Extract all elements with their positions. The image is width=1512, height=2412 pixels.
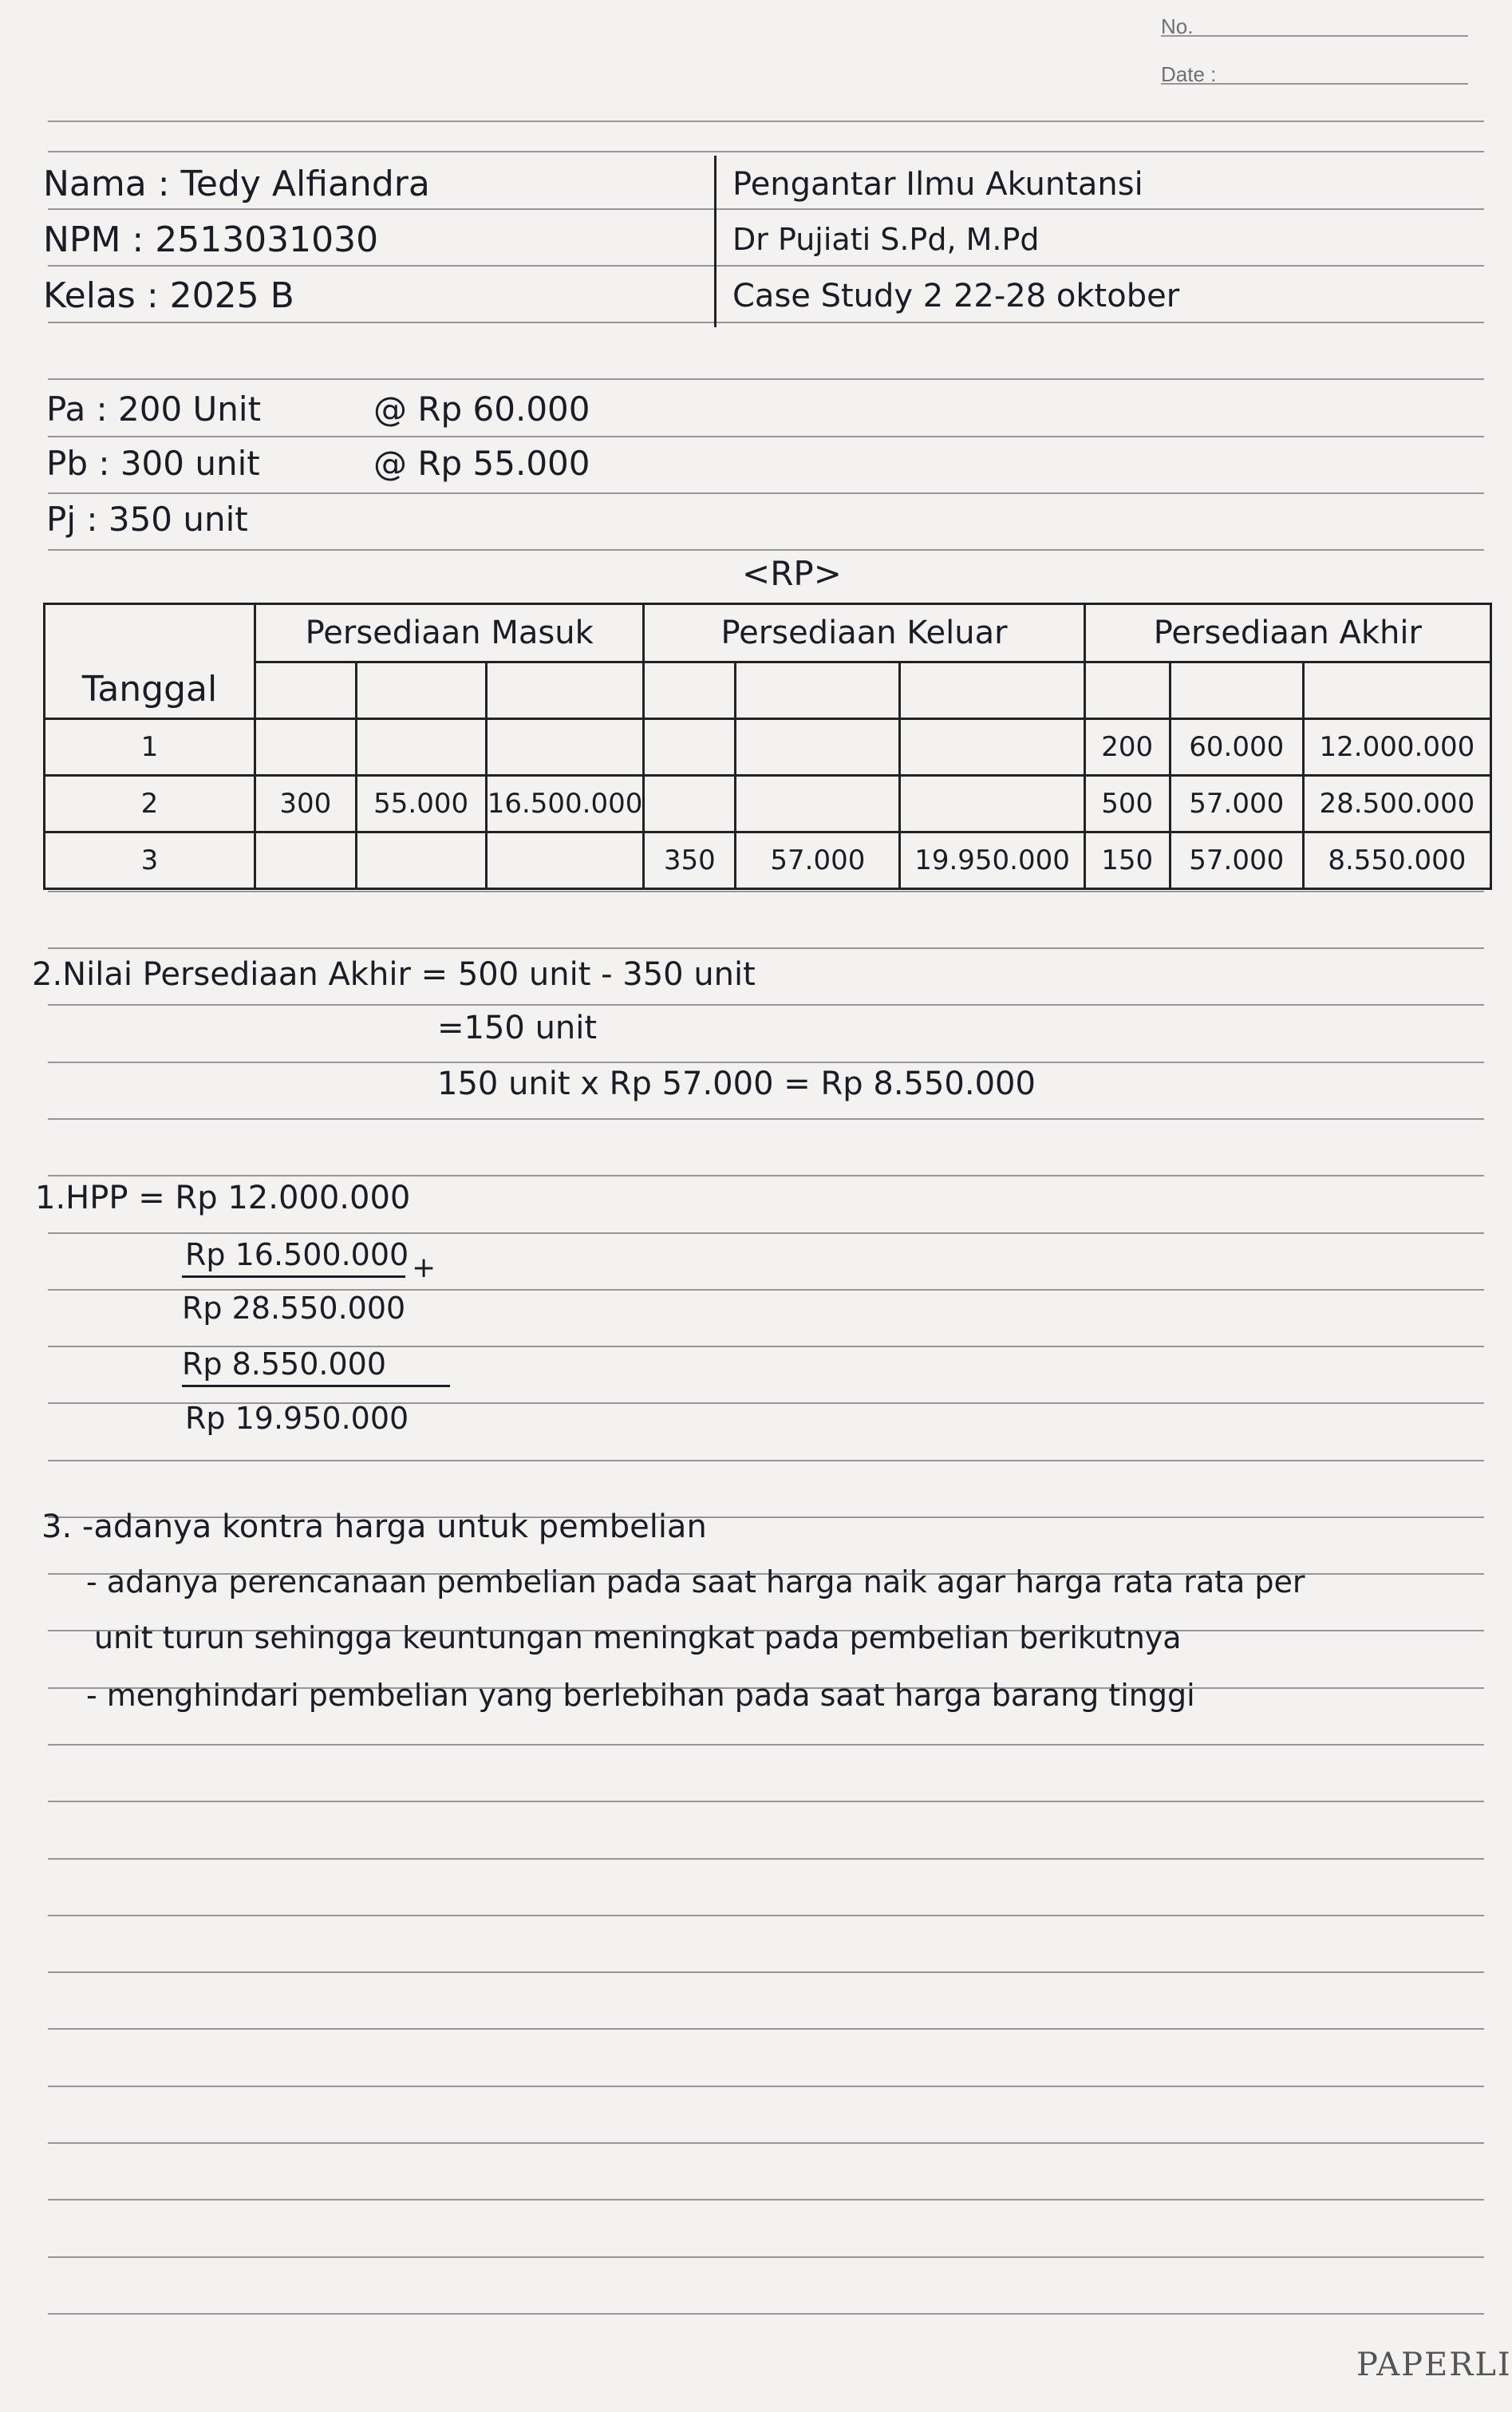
cell: 1 <box>45 719 255 776</box>
cell <box>900 776 1084 832</box>
answer2-line2: =150 unit <box>437 1010 598 1046</box>
inventory-table <box>43 603 1492 890</box>
student-name: Nama : Tedy Alfiandra <box>43 164 430 204</box>
cell: 57.000 <box>1170 832 1303 889</box>
given-pj: Pj : 350 unit <box>46 500 248 539</box>
cell: 19.950.000 <box>900 832 1084 889</box>
cell <box>356 832 486 889</box>
cell <box>255 719 356 776</box>
cell <box>356 719 486 776</box>
table-row <box>45 832 1491 889</box>
answer1-purchase: Rp 16.500.000 <box>185 1237 409 1272</box>
answer3-line3: unit turun sehingga keuntungan meningkat pada pembelian berikutnya <box>94 1620 1182 1655</box>
header-divider <box>714 156 717 327</box>
col-tanggal: Tanggal <box>45 604 255 719</box>
cell: 12.000.000 <box>1303 719 1490 776</box>
plus-sign: + <box>412 1251 436 1284</box>
no-label: No. <box>1161 14 1194 38</box>
cell <box>736 776 900 832</box>
cell: 200 <box>1084 719 1170 776</box>
student-npm: NPM : 2513031030 <box>43 219 379 260</box>
cell <box>255 832 356 889</box>
cell <box>644 776 736 832</box>
cell <box>486 719 644 776</box>
answer1-subtotal: Rp 28.550.000 <box>182 1291 406 1326</box>
cell: 2 <box>45 776 255 832</box>
lecturer-name: Dr Pujiati S.Pd, M.Pd <box>732 222 1040 257</box>
col-persediaan-keluar: Persediaan Keluar <box>644 604 1084 662</box>
difference-underline <box>182 1385 450 1387</box>
student-class: Kelas : 2025 B <box>43 275 294 316</box>
cell: 300 <box>255 776 356 832</box>
cell: 57.000 <box>736 832 900 889</box>
sum-underline <box>182 1275 405 1278</box>
cell <box>644 719 736 776</box>
answer3-line1: 3. -adanya kontra harga untuk pembelian <box>41 1508 707 1545</box>
table-caption: <RP> <box>742 554 842 593</box>
cell: 350 <box>644 832 736 889</box>
answer3-line4: - menghindari pembelian yang berlebihan pada saat harga barang tinggi <box>86 1678 1195 1713</box>
answer2-line1: 2.Nilai Persediaan Akhir = 500 unit - 350 unit <box>32 956 756 993</box>
date-label: Date : <box>1161 62 1217 86</box>
cell: 150 <box>1084 832 1170 889</box>
answer1-result: Rp 19.950.000 <box>185 1401 409 1436</box>
answer3-line2: - adanya perencanaan pembelian pada saat harga naik agar harga rata rata per <box>86 1564 1305 1599</box>
given-pb-price: @ Rp 55.000 <box>373 444 590 483</box>
cell: 57.000 <box>1170 776 1303 832</box>
given-pb: Pb : 300 unit <box>46 444 260 483</box>
cell: 500 <box>1084 776 1170 832</box>
cell <box>900 719 1084 776</box>
course-name: Pengantar Ilmu Akuntansi <box>732 166 1143 203</box>
given-pa: Pa : 200 Unit <box>46 389 262 429</box>
paperline-logo: PAPERLI <box>1356 2347 1512 2383</box>
cell: 8.550.000 <box>1303 832 1490 889</box>
cell: 60.000 <box>1170 719 1303 776</box>
table-row <box>45 719 1491 776</box>
cell: 55.000 <box>356 776 486 832</box>
answer1-ending: Rp 8.550.000 <box>182 1346 386 1382</box>
cell: 28.500.000 <box>1303 776 1490 832</box>
col-persediaan-masuk: Persediaan Masuk <box>255 604 643 662</box>
answer1-hpp: 1.HPP = Rp 12.000.000 <box>35 1180 411 1216</box>
cell: 16.500.000 <box>486 776 644 832</box>
cell <box>486 832 644 889</box>
case-title: Case Study 2 22-28 oktober <box>732 278 1180 314</box>
cell <box>736 719 900 776</box>
given-pa-price: @ Rp 60.000 <box>373 389 590 429</box>
col-persediaan-akhir: Persediaan Akhir <box>1084 604 1490 662</box>
table-row <box>45 776 1491 832</box>
answer2-line3: 150 unit x Rp 57.000 = Rp 8.550.000 <box>437 1066 1036 1102</box>
cell: 3 <box>45 832 255 889</box>
